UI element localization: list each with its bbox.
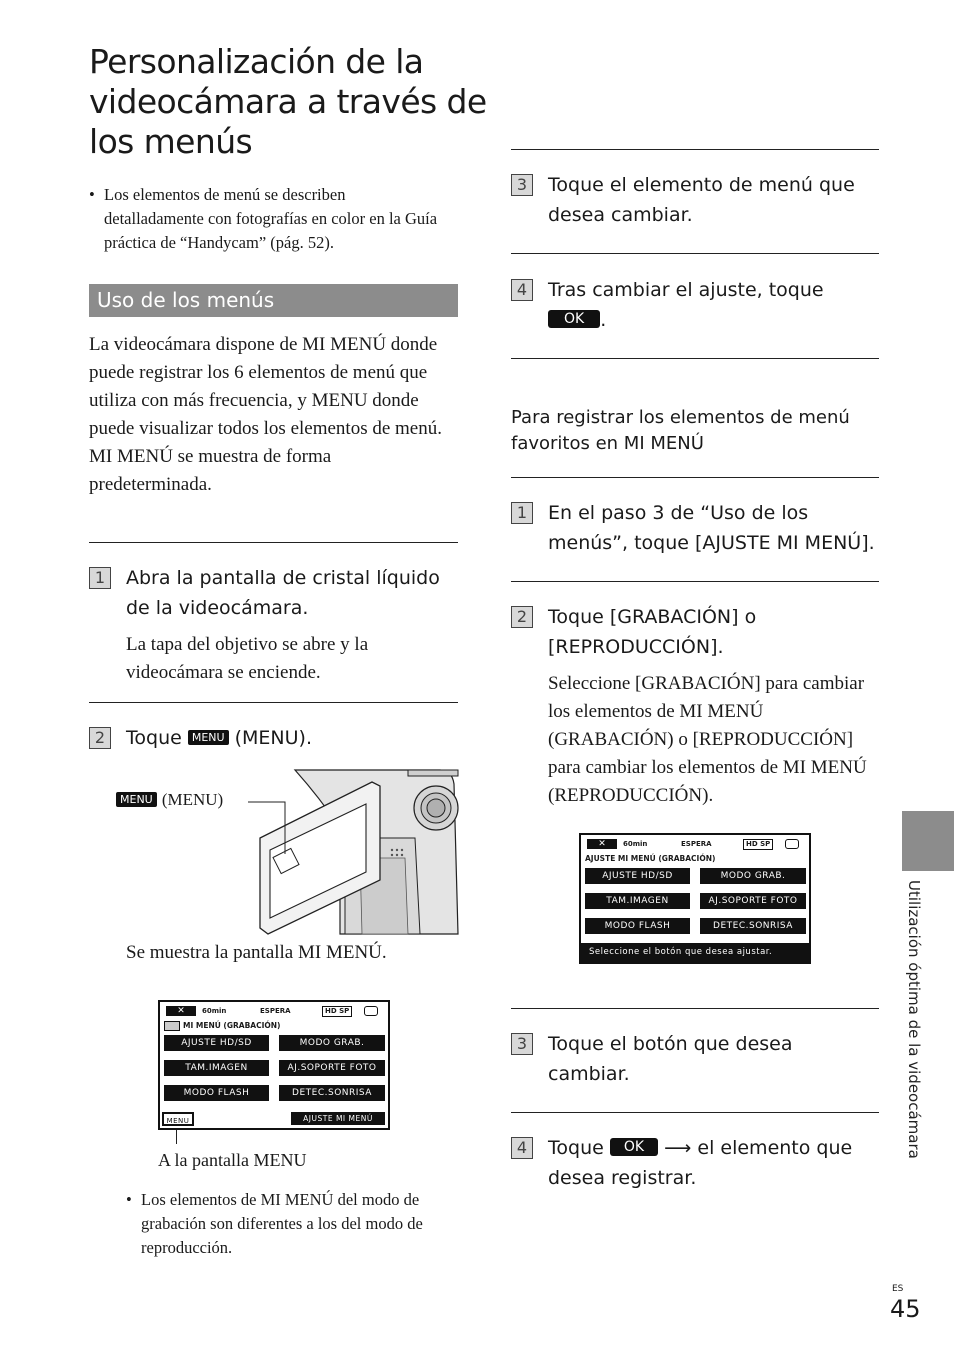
menu-item-button: AJ.SOPORTE FOTO [700, 893, 806, 909]
page-title: Personalización de la videocámara a través de los menús [89, 42, 487, 161]
menu-callout-label: (MENU) [161, 790, 224, 809]
step-4-prefix: Tras cambiar el ajuste, toque [548, 279, 824, 301]
divider [511, 581, 879, 582]
divider [511, 358, 879, 359]
step-3-text: Toque el elemento de menú que desea cambiar. [548, 174, 855, 226]
menu-button-icon: MENU [188, 730, 229, 745]
battery-indicator: 60min [623, 840, 648, 848]
footnote-bullet-text: Los elementos de MI MENÚ del modo de grabación son diferentes a los del modo de reproducción. [141, 1190, 423, 1257]
divider [89, 542, 458, 543]
mi-menu-screen [158, 1000, 390, 1130]
register-step-4-suffix: el elemento que desea registrar. [548, 1137, 853, 1189]
screen-subtitle: AJUSTE MI MENÚ (GRABACIÓN) [585, 854, 716, 863]
side-tab [902, 811, 954, 871]
register-step-3-text: Toque el botón que desea cambiar. [548, 1033, 793, 1085]
section-body-text: La videocámara dispone de MI MENÚ donde puede registrar los 6 elementos de menú que utiliza con más frecuencia, y MENU donde puede visualizar todos los elementos de menú. [89, 334, 442, 439]
menu-item-button: MODO FLASH [164, 1085, 269, 1101]
status-bar [164, 1005, 384, 1017]
menu-item-button: DETEC.SONRISA [700, 918, 806, 934]
battery-indicator: 60min [202, 1007, 227, 1015]
memory-icon [364, 1006, 378, 1016]
side-tab-text: Utilización óptima de la videocámara [905, 880, 923, 1159]
screen-subtitle: MI MENÚ (GRABACIÓN) [183, 1021, 281, 1030]
page-lang: ES [892, 1284, 904, 1294]
step-2 [89, 723, 458, 753]
step-number: 2 [511, 606, 533, 628]
step-2-suffix: (MENU). [234, 727, 313, 749]
step-number: 4 [511, 1137, 533, 1159]
adjust-my-menu-button: AJUSTE MI MENÚ [291, 1112, 385, 1125]
menu-item-button: AJUSTE HD/SD [585, 868, 690, 884]
my-menu-icon [164, 1021, 180, 1031]
step-1-note: La tapa del objetivo se abre y la videocámara se enciende. [126, 634, 369, 683]
page-number: 45 [890, 1295, 921, 1323]
divider [511, 1008, 879, 1009]
screen-footer: Seleccione el botón que desea ajustar. [581, 943, 809, 962]
section-header: Uso de los menús [89, 284, 458, 317]
status-text: ESPERA [681, 840, 712, 848]
step-number: 4 [511, 279, 533, 301]
register-step-1 [511, 498, 891, 558]
step-number: 1 [511, 502, 533, 524]
register-step-2-text: Toque [GRABACIÓN] o [REPRODUCCIÓN]. [548, 606, 757, 658]
step-number: 2 [89, 727, 111, 749]
step-2-prefix: Toque [126, 727, 182, 749]
quality-indicator: HD SP [322, 1006, 352, 1017]
register-step-4-prefix: Toque [548, 1137, 604, 1159]
quality-indicator: HD SP [743, 839, 773, 850]
ok-button-icon: OK [610, 1138, 658, 1156]
menu-item-button: DETEC.SONRISA [279, 1085, 385, 1101]
intro-bullet [89, 183, 449, 255]
divider [89, 702, 458, 703]
side-tab-label [903, 880, 943, 1190]
callout-line [176, 1130, 177, 1144]
camcorder-illustration [240, 768, 460, 936]
step-4-suffix: . [600, 309, 607, 331]
step-1-text: Abra la pantalla de cristal líquido de la videocámara. [126, 567, 440, 619]
menu-item-button: TAM.IMAGEN [164, 1060, 269, 1076]
step-number: 3 [511, 1033, 533, 1055]
register-step-2 [511, 602, 879, 662]
register-step-2-note: Seleccione [GRABACIÓN] para cambiar los elementos de MI MENÚ (GRABACIÓN) o [REPRODUCCIÓN] para cambiar los elementos de MI MENÚ (REPRODUCCIÓN). [548, 673, 867, 806]
register-step-1-text: En el paso 3 de “Uso de los menús”, toque [AJUSTE MI MENÚ]. [548, 502, 875, 554]
status-bar [585, 838, 805, 850]
section-body-text-2: MI MENÚ se muestra de forma predeterminada. [89, 446, 332, 495]
step-1 [89, 563, 458, 623]
close-icon: ✕ [587, 839, 617, 849]
memory-icon [785, 839, 799, 849]
menu-button-icon: MENU [116, 792, 157, 807]
step-number: 3 [511, 174, 533, 196]
menu-callout [116, 790, 223, 810]
menu-item-button: TAM.IMAGEN [585, 893, 690, 909]
register-heading: Para registrar los elementos de menú favoritos en MI MENÚ [511, 407, 850, 454]
intro-bullet-text: Los elementos de menú se describen detalladamente con fotografías en color en la Guía práctica de “Handycam” (pág. 52). [104, 185, 438, 252]
menu-item-button: AJUSTE HD/SD [164, 1035, 269, 1051]
step-3 [511, 170, 879, 230]
close-icon: ✕ [166, 1006, 196, 1016]
step-2-note: Se muestra la pantalla MI MENÚ. [126, 942, 387, 963]
footnote-bullet [126, 1188, 458, 1260]
divider [511, 477, 879, 478]
menu-item-button: AJ.SOPORTE FOTO [279, 1060, 385, 1076]
divider [511, 253, 879, 254]
bullet-icon: • [89, 185, 95, 204]
screen1-caption: A la pantalla MENU [158, 1150, 307, 1170]
step-4 [511, 275, 879, 335]
status-text: ESPERA [260, 1007, 291, 1015]
register-step-3 [511, 1029, 879, 1089]
bullet-icon: • [126, 1190, 132, 1209]
section-body [89, 331, 449, 499]
menu-item-button: MODO GRAB. [700, 868, 806, 884]
adjust-my-menu-screen [579, 833, 811, 964]
ok-button-icon: OK [548, 310, 600, 328]
menu-item-button: MODO GRAB. [279, 1035, 385, 1051]
register-step-4 [511, 1133, 879, 1193]
divider [511, 1112, 879, 1113]
arrow-icon: ⟶ [664, 1137, 692, 1159]
menu-return-button: MENU [162, 1112, 194, 1126]
step-number: 1 [89, 567, 111, 589]
divider [511, 149, 879, 150]
menu-item-button: MODO FLASH [585, 918, 690, 934]
